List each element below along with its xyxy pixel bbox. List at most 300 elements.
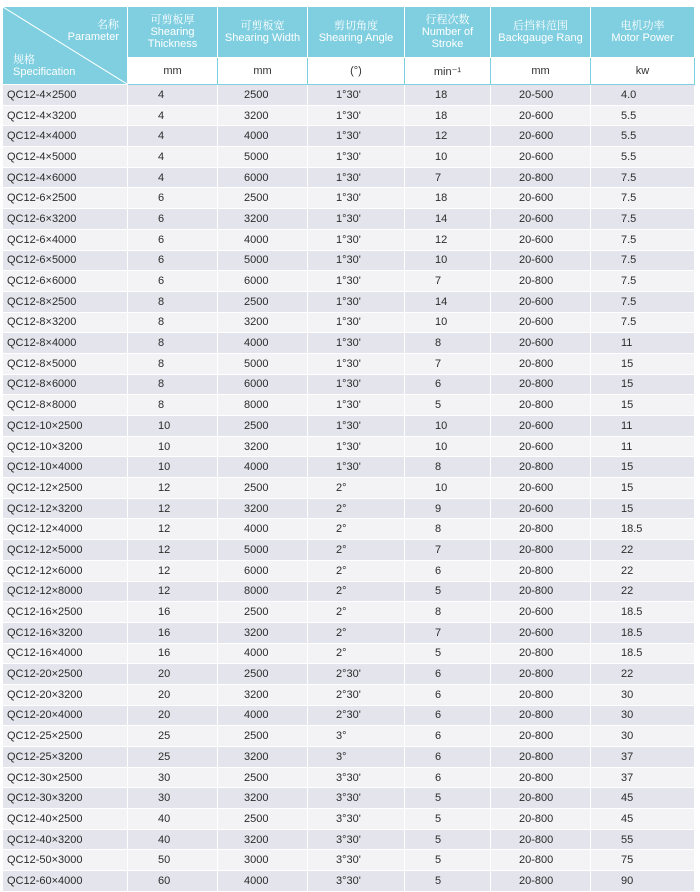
backgauge-cell: 20-600 xyxy=(491,602,591,623)
model-cell: QC12-16×4000 xyxy=(3,643,128,664)
table-row xyxy=(3,726,695,747)
power-cell: 45 xyxy=(591,788,695,809)
backgauge-cell: 20-600 xyxy=(491,188,591,209)
backgauge-cell: 20-800 xyxy=(491,726,591,747)
thickness-cell: 12 xyxy=(128,478,218,499)
stroke-cell: 10 xyxy=(405,250,491,271)
width-cell: 2500 xyxy=(218,85,308,106)
thickness-cell: 8 xyxy=(128,312,218,333)
thickness-cell: 4 xyxy=(128,85,218,106)
angle-cell: 2° xyxy=(308,498,405,519)
power-cell: 7.5 xyxy=(591,271,695,292)
model-cell: QC12-30×2500 xyxy=(3,767,128,788)
angle-cell: 3°30' xyxy=(308,767,405,788)
stroke-cell: 18 xyxy=(405,105,491,126)
stroke-cell: 6 xyxy=(405,560,491,581)
power-cell: 5.5 xyxy=(591,126,695,147)
stroke-cell: 5 xyxy=(405,643,491,664)
table-row xyxy=(3,850,695,871)
power-cell: 75 xyxy=(591,850,695,871)
thickness-cell: 12 xyxy=(128,560,218,581)
stroke-cell: 10 xyxy=(405,147,491,168)
table-row xyxy=(3,871,695,892)
table-row xyxy=(3,643,695,664)
thickness-cell: 16 xyxy=(128,602,218,623)
stroke-cell: 10 xyxy=(405,312,491,333)
width-cell: 3200 xyxy=(218,209,308,230)
stroke-cell: 6 xyxy=(405,684,491,705)
backgauge-cell: 20-800 xyxy=(491,374,591,395)
angle-cell: 2° xyxy=(308,622,405,643)
model-cell: QC12-20×2500 xyxy=(3,664,128,685)
table-row xyxy=(3,664,695,685)
width-cell: 4000 xyxy=(218,871,308,892)
power-cell: 4.0 xyxy=(591,85,695,106)
model-cell: QC12-8×2500 xyxy=(3,291,128,312)
model-cell: QC12-10×2500 xyxy=(3,416,128,437)
unit-stroke: min⁻¹ xyxy=(405,58,491,85)
backgauge-cell: 20-600 xyxy=(491,498,591,519)
angle-cell: 1°30' xyxy=(308,353,405,374)
unit-width: mm xyxy=(218,58,308,85)
angle-cell: 1°30' xyxy=(308,85,405,106)
width-cell: 4000 xyxy=(218,229,308,250)
width-cell: 5000 xyxy=(218,147,308,168)
stroke-cell: 5 xyxy=(405,809,491,830)
angle-cell: 1°30' xyxy=(308,416,405,437)
backgauge-cell: 20-800 xyxy=(491,850,591,871)
width-cell: 8000 xyxy=(218,395,308,416)
width-cell: 5000 xyxy=(218,250,308,271)
width-cell: 4000 xyxy=(218,333,308,354)
table-row xyxy=(3,581,695,602)
backgauge-cell: 20-800 xyxy=(491,581,591,602)
model-cell: QC12-20×4000 xyxy=(3,705,128,726)
width-cell: 3200 xyxy=(218,788,308,809)
power-cell: 15 xyxy=(591,395,695,416)
stroke-cell: 9 xyxy=(405,498,491,519)
angle-cell: 1°30' xyxy=(308,291,405,312)
thickness-cell: 40 xyxy=(128,829,218,850)
thickness-cell: 8 xyxy=(128,333,218,354)
table-row xyxy=(3,229,695,250)
stroke-cell: 6 xyxy=(405,767,491,788)
model-cell: QC12-4×4000 xyxy=(3,126,128,147)
backgauge-cell: 20-800 xyxy=(491,871,591,892)
thickness-cell: 6 xyxy=(128,271,218,292)
model-cell: QC12-50×3000 xyxy=(3,850,128,871)
table-row xyxy=(3,126,695,147)
table-row xyxy=(3,602,695,623)
model-cell: QC12-4×3200 xyxy=(3,105,128,126)
stroke-cell: 5 xyxy=(405,871,491,892)
table-row xyxy=(3,788,695,809)
table-row xyxy=(3,684,695,705)
spec-en: Specification xyxy=(13,66,76,78)
angle-cell: 1°30' xyxy=(308,188,405,209)
header-row xyxy=(3,7,695,58)
stroke-cell: 10 xyxy=(405,436,491,457)
model-cell: QC12-12×5000 xyxy=(3,540,128,561)
backgauge-cell: 20-800 xyxy=(491,747,591,768)
angle-cell: 1°30' xyxy=(308,229,405,250)
power-cell: 18.5 xyxy=(591,602,695,623)
width-cell: 4000 xyxy=(218,126,308,147)
thickness-cell: 20 xyxy=(128,684,218,705)
table-row xyxy=(3,540,695,561)
thickness-cell: 4 xyxy=(128,147,218,168)
width-cell: 3200 xyxy=(218,622,308,643)
power-cell: 7.5 xyxy=(591,250,695,271)
stroke-cell: 8 xyxy=(405,457,491,478)
stroke-cell: 10 xyxy=(405,416,491,437)
model-cell: QC12-25×2500 xyxy=(3,726,128,747)
backgauge-cell: 20-800 xyxy=(491,829,591,850)
angle-cell: 1°30' xyxy=(308,271,405,292)
thickness-cell: 6 xyxy=(128,250,218,271)
unit-backgauge: mm xyxy=(491,58,591,85)
power-cell: 11 xyxy=(591,333,695,354)
angle-cell: 2° xyxy=(308,643,405,664)
stroke-cell: 8 xyxy=(405,333,491,354)
backgauge-cell: 20-600 xyxy=(491,436,591,457)
power-cell: 37 xyxy=(591,767,695,788)
thickness-cell: 8 xyxy=(128,291,218,312)
angle-cell: 2° xyxy=(308,581,405,602)
table-row xyxy=(3,188,695,209)
table-row xyxy=(3,333,695,354)
backgauge-cell: 20-600 xyxy=(491,416,591,437)
model-cell: QC12-6×3200 xyxy=(3,209,128,230)
thickness-cell: 40 xyxy=(128,809,218,830)
table-row xyxy=(3,809,695,830)
width-cell: 6000 xyxy=(218,560,308,581)
thickness-cell: 20 xyxy=(128,664,218,685)
power-cell: 45 xyxy=(591,809,695,830)
thickness-cell: 12 xyxy=(128,581,218,602)
model-cell: QC12-6×5000 xyxy=(3,250,128,271)
thickness-cell: 60 xyxy=(128,871,218,892)
backgauge-cell: 20-800 xyxy=(491,457,591,478)
backgauge-cell: 20-600 xyxy=(491,209,591,230)
model-cell: QC12-8×4000 xyxy=(3,333,128,354)
power-cell: 18.5 xyxy=(591,643,695,664)
table-row xyxy=(3,353,695,374)
thickness-cell: 30 xyxy=(128,767,218,788)
power-cell: 18.5 xyxy=(591,622,695,643)
backgauge-cell: 20-600 xyxy=(491,250,591,271)
thickness-cell: 16 xyxy=(128,643,218,664)
angle-cell: 2° xyxy=(308,540,405,561)
thickness-cell: 8 xyxy=(128,395,218,416)
model-cell: QC12-12×6000 xyxy=(3,560,128,581)
backgauge-cell: 20-800 xyxy=(491,788,591,809)
unit-power: kw xyxy=(591,58,695,85)
angle-cell: 3°30' xyxy=(308,829,405,850)
width-cell: 4000 xyxy=(218,643,308,664)
angle-cell: 2° xyxy=(308,602,405,623)
stroke-cell: 5 xyxy=(405,395,491,416)
angle-cell: 3°30' xyxy=(308,871,405,892)
backgauge-cell: 20-800 xyxy=(491,767,591,788)
backgauge-cell: 20-800 xyxy=(491,664,591,685)
thickness-cell: 12 xyxy=(128,498,218,519)
model-cell: QC12-25×3200 xyxy=(3,747,128,768)
backgauge-cell: 20-500 xyxy=(491,85,591,106)
table-row xyxy=(3,271,695,292)
model-cell: QC12-8×6000 xyxy=(3,374,128,395)
width-cell: 2500 xyxy=(218,726,308,747)
param-label xyxy=(68,19,119,43)
thickness-cell: 25 xyxy=(128,747,218,768)
model-cell: QC12-10×4000 xyxy=(3,457,128,478)
width-cell: 2500 xyxy=(218,478,308,499)
spec-label xyxy=(13,54,75,78)
table-row xyxy=(3,436,695,457)
thickness-cell: 8 xyxy=(128,374,218,395)
angle-cell: 1°30' xyxy=(308,436,405,457)
thickness-cell: 8 xyxy=(128,353,218,374)
power-cell: 7.5 xyxy=(591,291,695,312)
stroke-cell: 6 xyxy=(405,374,491,395)
table-row xyxy=(3,747,695,768)
width-cell: 3200 xyxy=(218,747,308,768)
model-cell: QC12-8×8000 xyxy=(3,395,128,416)
angle-cell: 1°30' xyxy=(308,105,405,126)
stroke-cell: 7 xyxy=(405,540,491,561)
table-row xyxy=(3,291,695,312)
spec-table xyxy=(2,6,695,892)
width-cell: 2500 xyxy=(218,602,308,623)
table-row xyxy=(3,250,695,271)
stroke-cell: 8 xyxy=(405,602,491,623)
angle-cell: 1°30' xyxy=(308,126,405,147)
model-cell: QC12-16×2500 xyxy=(3,602,128,623)
model-cell: QC12-60×4000 xyxy=(3,871,128,892)
backgauge-cell: 20-800 xyxy=(491,809,591,830)
table-row xyxy=(3,767,695,788)
backgauge-cell: 20-600 xyxy=(491,312,591,333)
unit-thickness: mm xyxy=(128,58,218,85)
thickness-cell: 6 xyxy=(128,209,218,230)
backgauge-cell: 20-600 xyxy=(491,478,591,499)
thickness-cell: 10 xyxy=(128,436,218,457)
model-cell: QC12-12×8000 xyxy=(3,581,128,602)
stroke-cell: 7 xyxy=(405,353,491,374)
width-cell: 4000 xyxy=(218,457,308,478)
table-row xyxy=(3,560,695,581)
backgauge-cell: 20-600 xyxy=(491,147,591,168)
stroke-cell: 5 xyxy=(405,850,491,871)
thickness-cell: 25 xyxy=(128,726,218,747)
width-cell: 4000 xyxy=(218,519,308,540)
angle-cell: 3°30' xyxy=(308,850,405,871)
power-cell: 11 xyxy=(591,416,695,437)
table-row xyxy=(3,374,695,395)
model-cell: QC12-4×2500 xyxy=(3,85,128,106)
angle-cell: 1°30' xyxy=(308,250,405,271)
power-cell: 5.5 xyxy=(591,147,695,168)
table-row xyxy=(3,416,695,437)
thickness-cell: 6 xyxy=(128,229,218,250)
power-cell: 22 xyxy=(591,560,695,581)
model-cell: QC12-10×3200 xyxy=(3,436,128,457)
model-cell: QC12-6×6000 xyxy=(3,271,128,292)
angle-cell: 3°30' xyxy=(308,788,405,809)
power-cell: 55 xyxy=(591,829,695,850)
table-row xyxy=(3,519,695,540)
param-en: Parameter xyxy=(67,31,119,43)
stroke-cell: 7 xyxy=(405,622,491,643)
width-cell: 3200 xyxy=(218,105,308,126)
angle-cell: 1°30' xyxy=(308,147,405,168)
backgauge-cell: 20-800 xyxy=(491,353,591,374)
power-cell: 30 xyxy=(591,684,695,705)
angle-cell: 3°30' xyxy=(308,809,405,830)
width-cell: 2500 xyxy=(218,664,308,685)
width-cell: 3200 xyxy=(218,829,308,850)
power-cell: 15 xyxy=(591,457,695,478)
power-cell: 30 xyxy=(591,726,695,747)
thickness-cell: 4 xyxy=(128,105,218,126)
backgauge-cell: 20-600 xyxy=(491,126,591,147)
backgauge-cell: 20-800 xyxy=(491,560,591,581)
angle-cell: 1°30' xyxy=(308,374,405,395)
spec-rows xyxy=(3,85,695,892)
width-cell: 3200 xyxy=(218,684,308,705)
stroke-cell: 12 xyxy=(405,229,491,250)
power-cell: 15 xyxy=(591,478,695,499)
stroke-cell: 7 xyxy=(405,271,491,292)
width-cell: 2500 xyxy=(218,767,308,788)
unit-angle: (°) xyxy=(308,58,405,85)
stroke-cell: 14 xyxy=(405,291,491,312)
stroke-cell: 5 xyxy=(405,788,491,809)
thickness-cell: 50 xyxy=(128,850,218,871)
angle-cell: 3° xyxy=(308,747,405,768)
table-row xyxy=(3,147,695,168)
col-header-width: 可剪板宽 Shearing Width xyxy=(218,7,308,58)
thickness-cell: 12 xyxy=(128,540,218,561)
table-row xyxy=(3,829,695,850)
model-cell: QC12-40×3200 xyxy=(3,829,128,850)
width-cell: 4000 xyxy=(218,705,308,726)
thickness-cell: 6 xyxy=(128,188,218,209)
angle-cell: 2°30' xyxy=(308,705,405,726)
width-cell: 3200 xyxy=(218,498,308,519)
col-header-backgauge: 后挡料范围 Backgauge Rang xyxy=(491,7,591,58)
angle-cell: 1°30' xyxy=(308,312,405,333)
width-cell: 6000 xyxy=(218,167,308,188)
thickness-cell: 20 xyxy=(128,705,218,726)
width-cell: 3200 xyxy=(218,436,308,457)
width-cell: 8000 xyxy=(218,581,308,602)
model-cell: QC12-6×4000 xyxy=(3,229,128,250)
angle-cell: 2°30' xyxy=(308,664,405,685)
backgauge-cell: 20-600 xyxy=(491,229,591,250)
stroke-cell: 14 xyxy=(405,209,491,230)
stroke-cell: 7 xyxy=(405,167,491,188)
backgauge-cell: 20-800 xyxy=(491,271,591,292)
power-cell: 90 xyxy=(591,871,695,892)
col-header-angle: 剪切角度 Shearing Angle xyxy=(308,7,405,58)
power-cell: 7.5 xyxy=(591,229,695,250)
stroke-cell: 6 xyxy=(405,664,491,685)
backgauge-cell: 20-800 xyxy=(491,395,591,416)
backgauge-cell: 20-800 xyxy=(491,540,591,561)
model-cell: QC12-6×2500 xyxy=(3,188,128,209)
thickness-cell: 4 xyxy=(128,167,218,188)
angle-cell: 1°30' xyxy=(308,209,405,230)
stroke-cell: 18 xyxy=(405,188,491,209)
stroke-cell: 5 xyxy=(405,829,491,850)
stroke-cell: 6 xyxy=(405,705,491,726)
stroke-cell: 6 xyxy=(405,726,491,747)
backgauge-cell: 20-800 xyxy=(491,643,591,664)
model-cell: QC12-12×2500 xyxy=(3,478,128,499)
power-cell: 7.5 xyxy=(591,188,695,209)
model-cell: QC12-12×4000 xyxy=(3,519,128,540)
angle-cell: 1°30' xyxy=(308,457,405,478)
angle-cell: 1°30' xyxy=(308,395,405,416)
power-cell: 18.5 xyxy=(591,519,695,540)
model-cell: QC12-8×5000 xyxy=(3,353,128,374)
width-cell: 3000 xyxy=(218,850,308,871)
table-row xyxy=(3,105,695,126)
power-cell: 22 xyxy=(591,581,695,602)
backgauge-cell: 20-800 xyxy=(491,684,591,705)
table-row xyxy=(3,312,695,333)
backgauge-cell: 20-800 xyxy=(491,519,591,540)
stroke-cell: 18 xyxy=(405,85,491,106)
col-header-power: 电机功率 Motor Power xyxy=(591,7,695,58)
stroke-cell: 5 xyxy=(405,581,491,602)
power-cell: 37 xyxy=(591,747,695,768)
width-cell: 2500 xyxy=(218,291,308,312)
width-cell: 6000 xyxy=(218,374,308,395)
table-row xyxy=(3,705,695,726)
power-cell: 7.5 xyxy=(591,209,695,230)
model-cell: QC12-12×3200 xyxy=(3,498,128,519)
model-cell: QC12-16×3200 xyxy=(3,622,128,643)
param-cn: 名称 xyxy=(97,19,119,31)
model-cell: QC12-30×3200 xyxy=(3,788,128,809)
angle-cell: 2° xyxy=(308,560,405,581)
power-cell: 15 xyxy=(591,498,695,519)
power-cell: 11 xyxy=(591,436,695,457)
thickness-cell: 10 xyxy=(128,457,218,478)
model-cell: QC12-8×3200 xyxy=(3,312,128,333)
stroke-cell: 10 xyxy=(405,478,491,499)
model-cell: QC12-20×3200 xyxy=(3,684,128,705)
spec-cn: 规格 xyxy=(13,54,35,66)
angle-cell: 1°30' xyxy=(308,333,405,354)
backgauge-cell: 20-600 xyxy=(491,105,591,126)
power-cell: 15 xyxy=(591,374,695,395)
stroke-cell: 12 xyxy=(405,126,491,147)
angle-cell: 1°30' xyxy=(308,167,405,188)
table-row xyxy=(3,167,695,188)
power-cell: 7.5 xyxy=(591,167,695,188)
table-row xyxy=(3,209,695,230)
model-cell: QC12-4×6000 xyxy=(3,167,128,188)
thickness-cell: 12 xyxy=(128,519,218,540)
thickness-cell: 16 xyxy=(128,622,218,643)
power-cell: 30 xyxy=(591,705,695,726)
width-cell: 2500 xyxy=(218,416,308,437)
width-cell: 6000 xyxy=(218,271,308,292)
power-cell: 22 xyxy=(591,540,695,561)
